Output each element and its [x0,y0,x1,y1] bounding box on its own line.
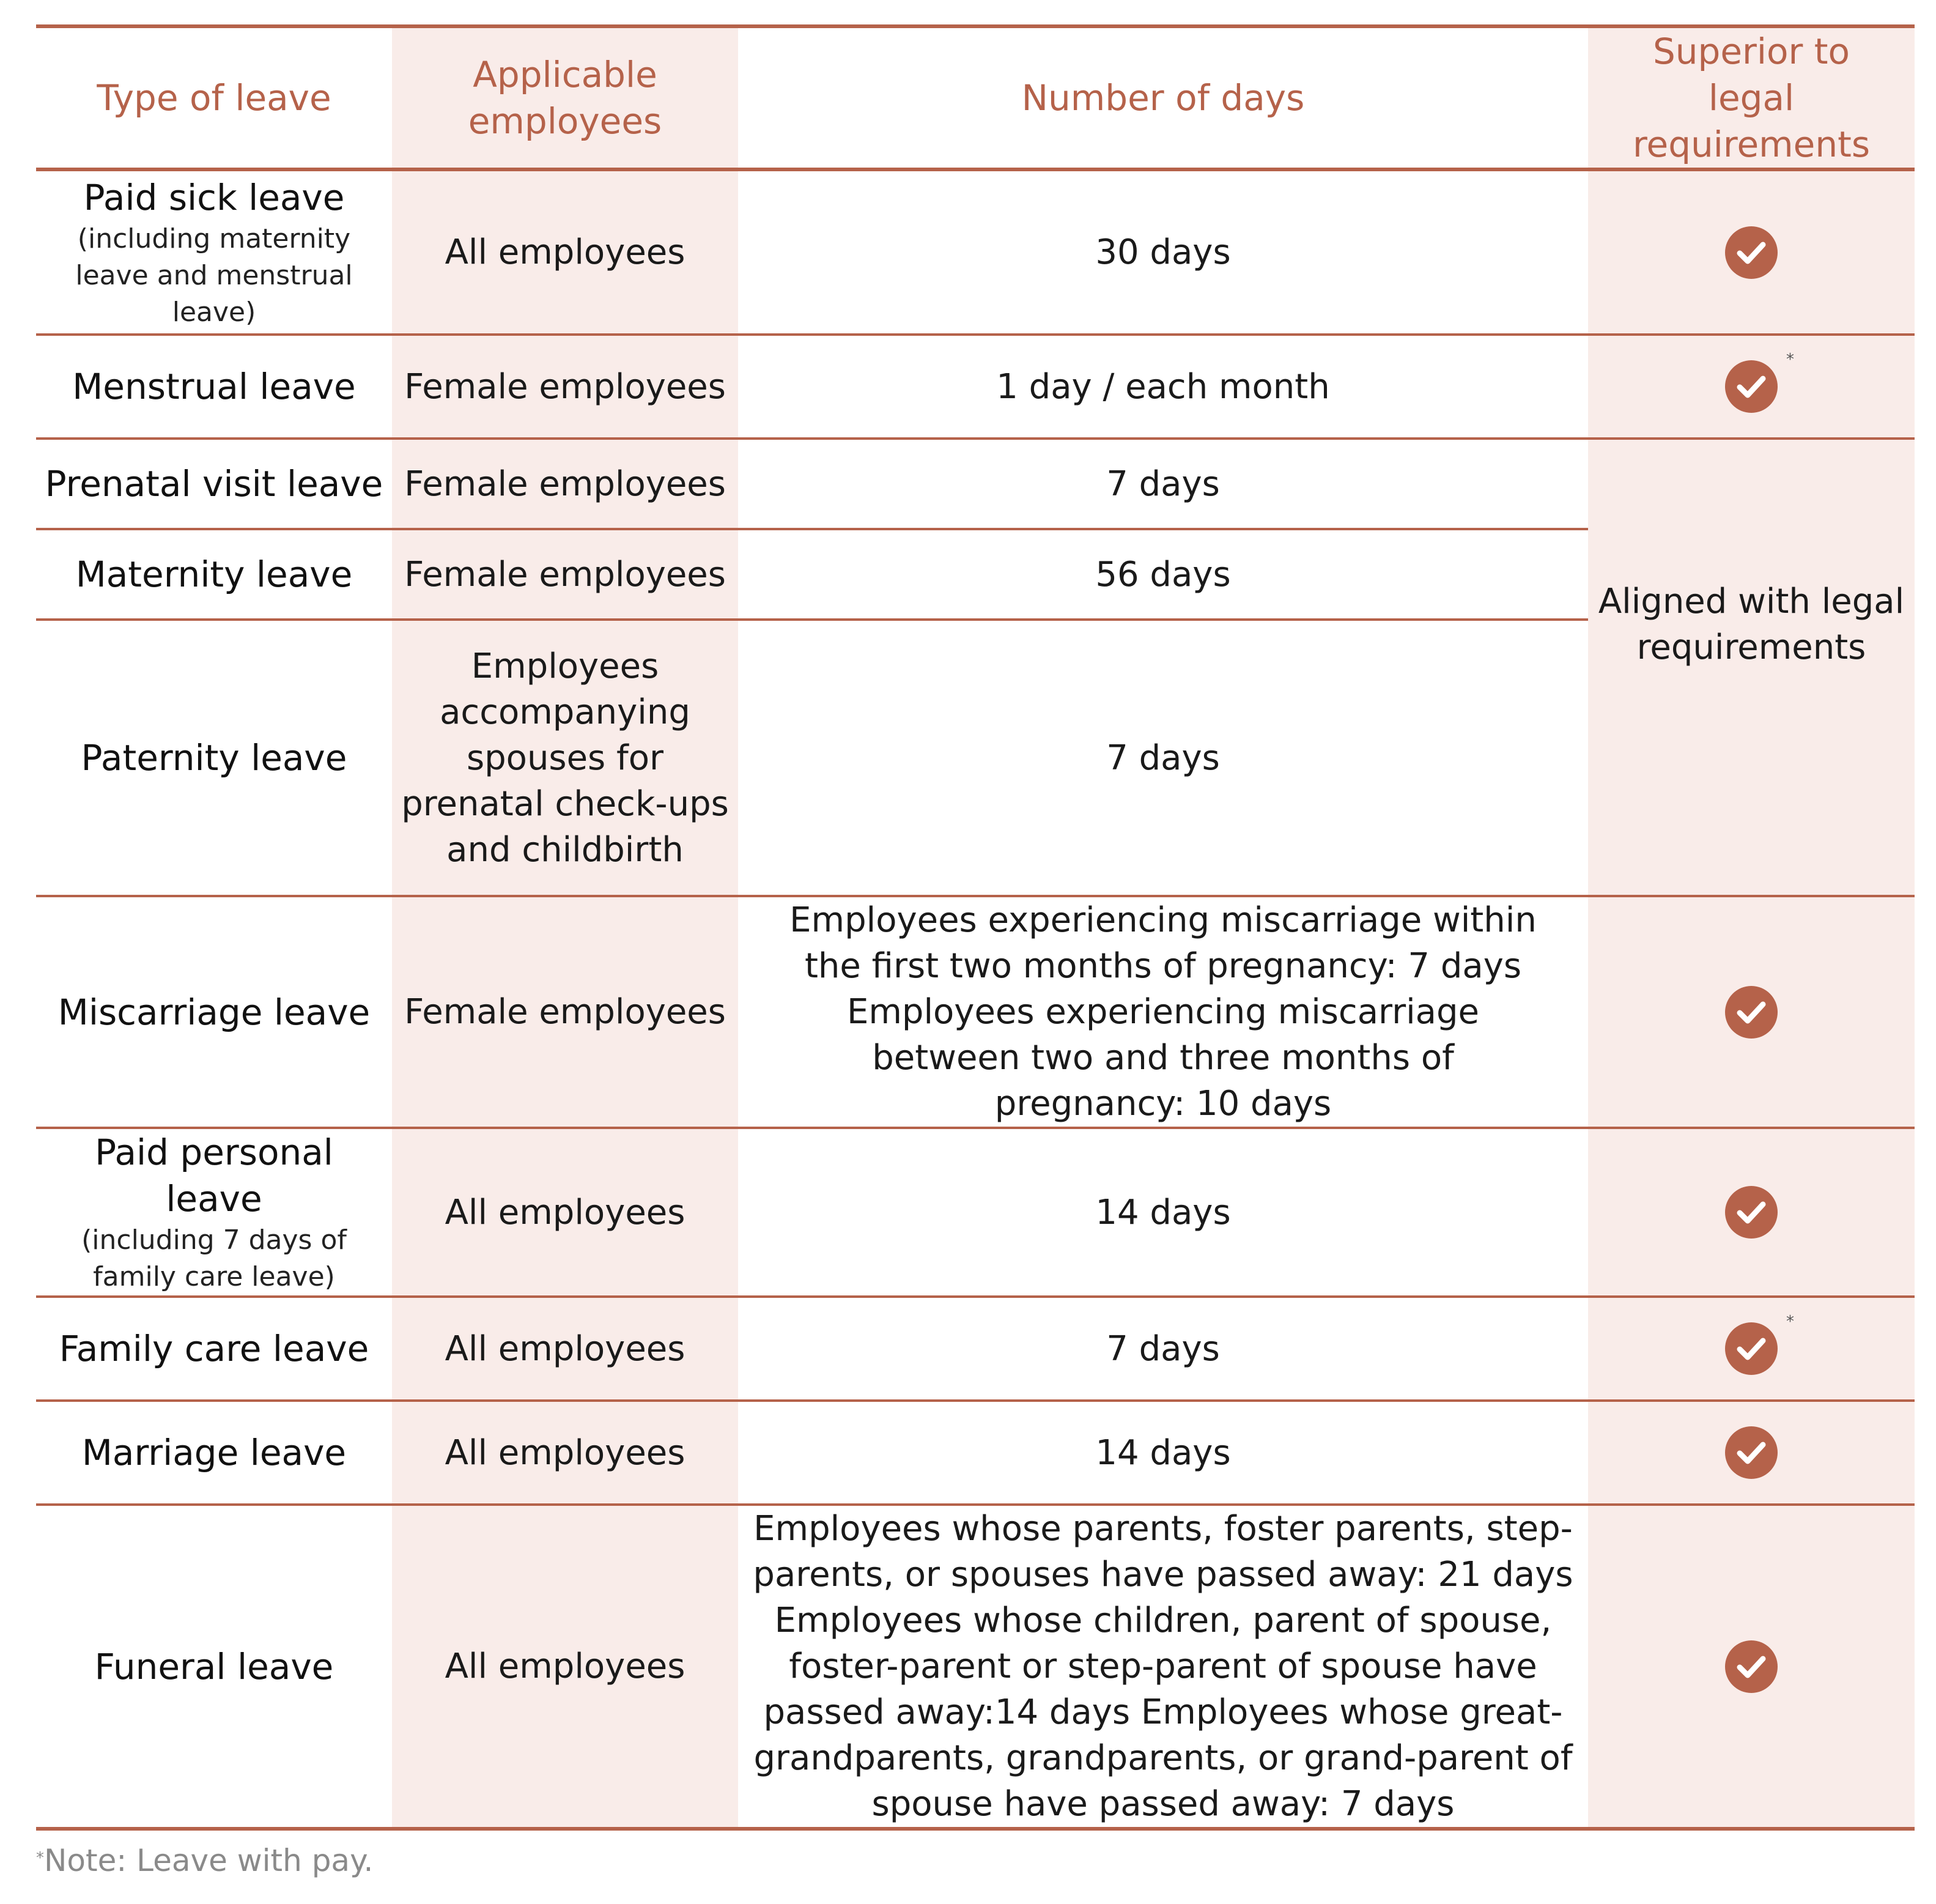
cell-applicable: Female employees [392,529,738,620]
cell-superior [1588,1297,1915,1401]
cell-days: 1 day / each month [738,335,1588,439]
cell-aligned-legal [1588,439,1915,896]
cell-days: 14 days [738,1401,1588,1505]
leave-type-name: Marriage leave [81,1432,347,1473]
header-applicable: Applicable employees [392,26,738,169]
header-type: Type of leave [36,26,392,169]
cell-type [36,1401,392,1505]
cell-superior [1588,169,1915,335]
check-circle-icon [1725,1426,1778,1479]
cell-applicable: All employees [392,1401,738,1505]
cell-days: 7 days [738,620,1588,896]
table-header [36,26,1915,169]
leave-type-name: Menstrual leave [72,366,356,407]
aligned-legal-text: Aligned with legal requirements [1598,582,1905,667]
cell-days: 7 days [738,439,1588,529]
cell-type [36,335,392,439]
cell-type [36,529,392,620]
cell-type [36,1297,392,1401]
table-body [36,169,1915,1829]
table-row [36,439,1915,529]
check-circle-icon [1725,1640,1778,1693]
table-row [36,1505,1915,1829]
cell-applicable: All employees [392,169,738,335]
header-days: Number of days [738,26,1588,169]
leave-type-name: Prenatal visit leave [45,463,383,505]
footnote-mark: * [1786,1313,1794,1331]
cell-type [36,896,392,1128]
cell-applicable: Employees accompanying spouses for prenatal check-ups and childbirth [392,620,738,896]
table-row [36,896,1915,1128]
leave-type-note: (including 7 days of family care leave) [81,1224,347,1292]
cell-days: 30 days [738,169,1588,335]
cell-superior [1588,1401,1915,1505]
table-row [36,169,1915,335]
footnote-mark: * [36,1849,44,1867]
footnote-text: Note: Leave with pay. [44,1843,374,1878]
leave-policy-sheet [36,24,1915,1831]
cell-applicable: All employees [392,1297,738,1401]
header-row [36,26,1915,169]
cell-days: 14 days [738,1128,1588,1297]
leave-type-name: Paternity leave [81,737,347,779]
cell-superior [1588,1128,1915,1297]
cell-days: 7 days [738,1297,1588,1401]
cell-type [36,169,392,335]
leave-type-name: Miscarriage leave [57,991,371,1033]
cell-type [36,1128,392,1297]
check-circle-icon [1725,226,1778,279]
leave-type-note: (including maternity leave and menstrual leave) [75,223,353,328]
cell-applicable: All employees [392,1128,738,1297]
cell-type [36,620,392,896]
cell-applicable: Female employees [392,335,738,439]
cell-type [36,1505,392,1829]
check-circle-icon [1725,350,1794,413]
cell-superior [1588,896,1915,1128]
cell-type [36,439,392,529]
cell-applicable: Female employees [392,896,738,1128]
cell-applicable: Female employees [392,439,738,529]
check-circle-icon [1725,986,1778,1039]
table-row [36,1401,1915,1505]
check-circle-icon [1725,1186,1778,1239]
table-row [36,335,1915,439]
table-row [36,1297,1915,1401]
footnote-mark: * [1786,350,1794,369]
cell-superior [1588,1505,1915,1829]
cell-superior [1588,335,1915,439]
leave-type-name: Funeral leave [94,1645,334,1687]
check-circle-icon [1725,1313,1794,1375]
leave-table [36,24,1915,1831]
footnote [36,1841,373,1880]
leave-type-name: Family care leave [59,1328,369,1369]
cell-days: 56 days [738,529,1588,620]
cell-applicable: All employees [392,1505,738,1829]
leave-type-name: Maternity leave [75,554,353,595]
leave-type-name: Paid personal leave [95,1132,333,1220]
header-superior: Superior to legal requirements [1588,26,1915,169]
cell-days: Employees whose parents, foster parents, step-parents, or spouses have passed away: 21 days Employees whose children, parent of spouse, foster-parent or step-parent of spouse have passed away:14 days Employees whose great-grandparents, grandparents, or grand-parent of spouse have passed away: 7 days [738,1505,1588,1829]
leave-type-name: Paid sick leave [83,176,345,218]
table-row [36,1128,1915,1297]
cell-days: Employees experiencing miscarriage within the first two months of pregnancy: 7 days Employees experiencing miscarriage between two and three months of pregnancy: 10 days [738,896,1588,1128]
